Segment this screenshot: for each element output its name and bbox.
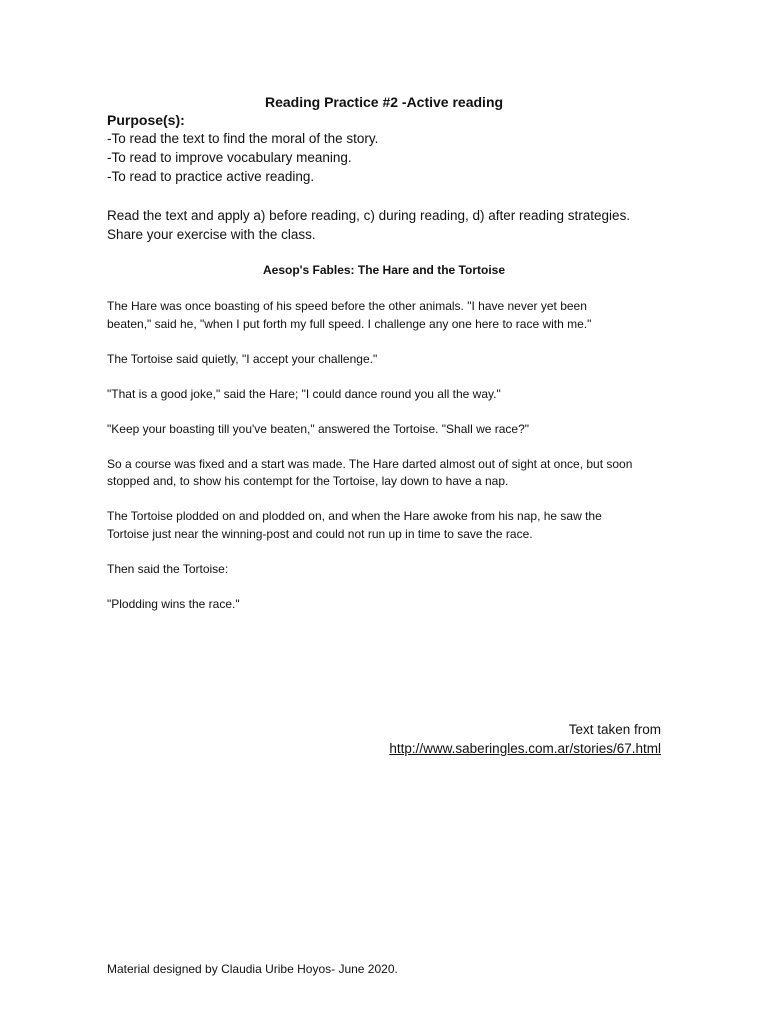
story-paragraph	[107, 298, 667, 333]
purpose-list	[107, 129, 667, 186]
story-line: "That is a good joke," said the Hare; "I could dance round you all the way."	[107, 386, 501, 401]
footer-credit: Material designed by Claudia Uribe Hoyos- June 2020.	[107, 962, 398, 976]
story-line: "Plodding wins the race."	[107, 596, 240, 611]
source-label: Text taken from	[568, 722, 661, 737]
story-title: Aesop's Fables: The Hare and the Tortoise	[262, 263, 505, 277]
story-paragraph	[107, 456, 667, 491]
story-line: stopped and, to show his contempt for the Tortoise, lay down to have a nap.	[107, 474, 509, 488]
instructions-line: Share your exercise with the class.	[107, 227, 316, 242]
story-line: "Keep your boasting till you've beaten," answered the Tortoise. "Shall we race?"	[107, 421, 530, 436]
purpose-item: -To read to practice active reading.	[107, 169, 315, 184]
story-line: The Tortoise plodded on and plodded on, and when the Hare awoke from his nap, he saw the	[107, 509, 602, 523]
story-line: beaten," said he, "when I put forth my full speed. I challenge any one here to race with me."	[107, 316, 592, 331]
story-line: The Hare was once boasting of his speed before the other animals. "I have never yet been	[107, 299, 587, 313]
story-line: So a course was fixed and a start was made. The Hare darted almost out of sight at once, but soon	[107, 456, 633, 471]
instructions	[107, 206, 667, 244]
story-line: Then said the Tortoise:	[107, 561, 229, 576]
story-paragraph	[107, 596, 667, 614]
story-paragraph	[107, 561, 667, 579]
story-line: Tortoise just near the winning-post and could not run up in time to save the race.	[107, 526, 533, 541]
story-body	[107, 298, 667, 631]
story-line: The Tortoise said quietly, "I accept your challenge."	[107, 351, 378, 366]
instructions-line: Read the text and apply a) before reading, c) during reading, d) after reading strategies.	[107, 208, 631, 223]
story-paragraph	[107, 386, 667, 404]
purpose-heading: Purpose(s):	[107, 112, 185, 128]
story-paragraph	[107, 421, 667, 439]
page-title: Reading Practice #2 -Active reading	[264, 94, 504, 110]
story-paragraph	[107, 508, 667, 543]
source-attribution	[389, 720, 661, 758]
story-paragraph	[107, 351, 667, 369]
purpose-item: -To read to improve vocabulary meaning.	[107, 150, 352, 165]
source-link[interactable]: http://www.saberingles.com.ar/stories/67.html	[389, 741, 661, 756]
purpose-item: -To read the text to find the moral of the story.	[107, 131, 379, 146]
